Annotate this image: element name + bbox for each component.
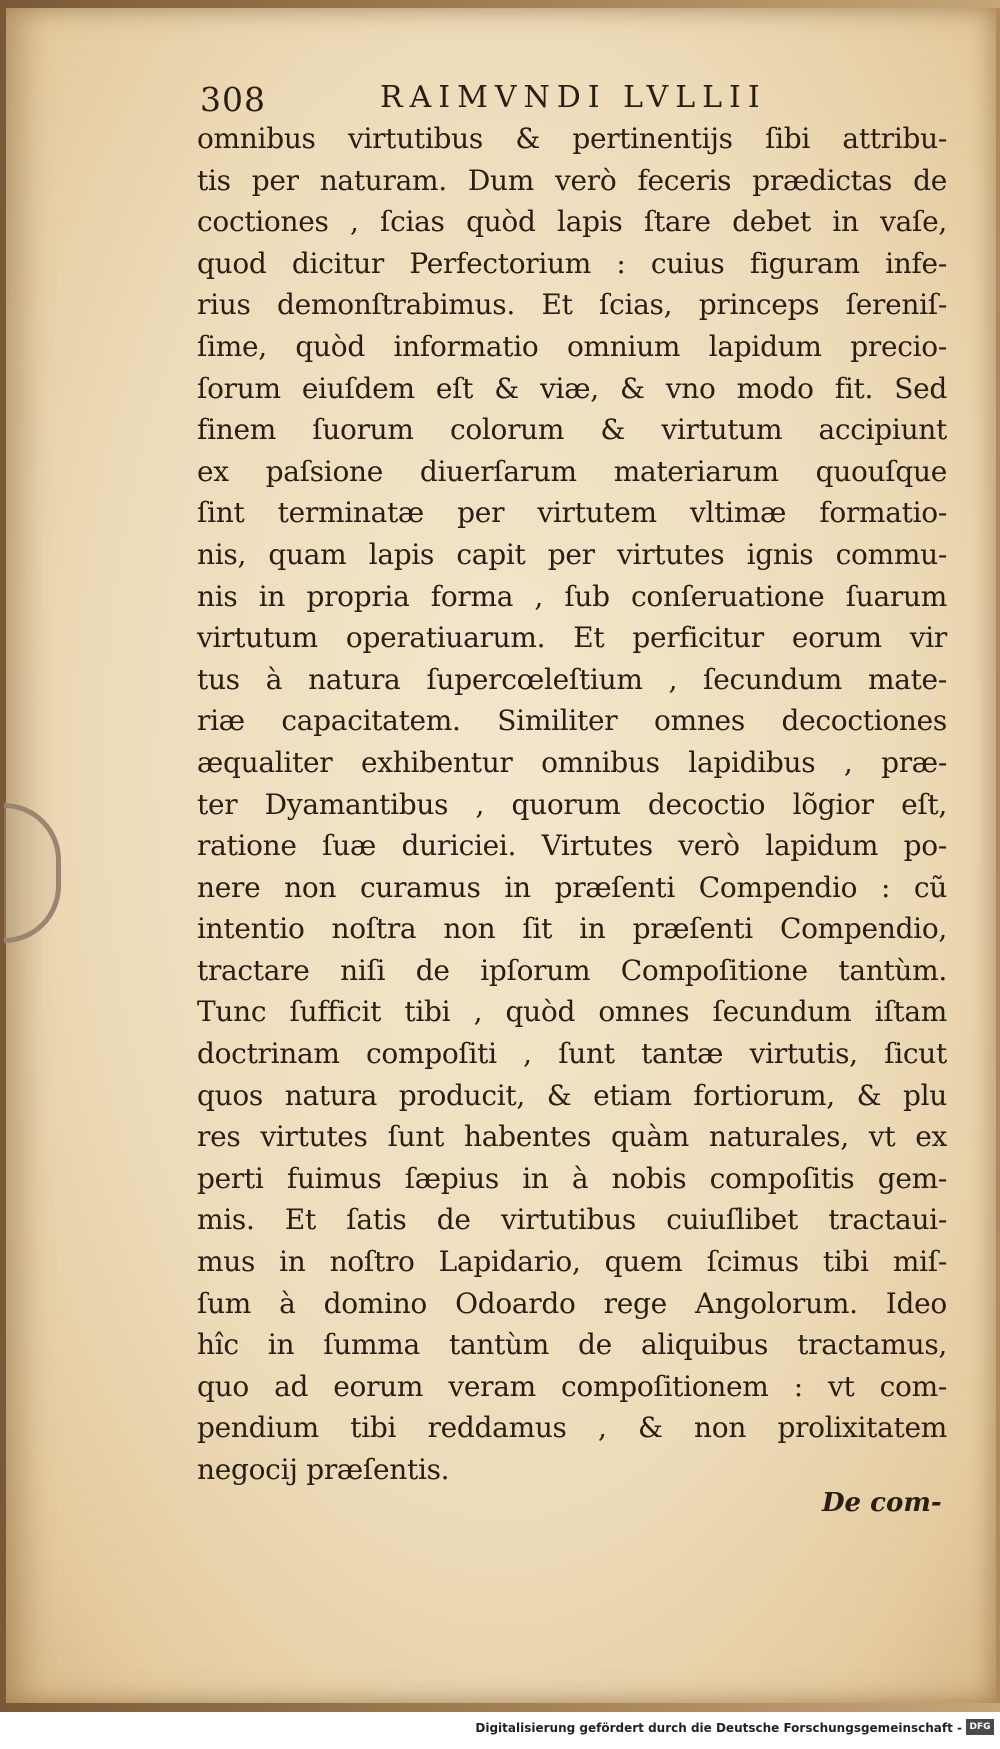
dfg-logo: DFG — [966, 1719, 994, 1735]
text-line: quod dicitur Perfectorium : cuius figuram infe- — [197, 246, 947, 280]
page-number: 308 — [200, 80, 266, 119]
text-line: hîc in ſumma tantùm de aliquibus tractamus, — [197, 1328, 947, 1362]
text-line: Tunc ſufficit tibi , quòd omnes ſecundum iſtam — [197, 995, 947, 1029]
text-line: perti fuimus ſæpius in à nobis compoſitis gem- — [197, 1161, 947, 1195]
text-line: negocij præſentis. — [197, 1453, 450, 1486]
running-head: RAIMVNDI LVLLII — [380, 80, 767, 115]
text-line: nis in propria forma , ſub conſeruatione ſuarum — [197, 579, 947, 613]
text-line: ſime, quòd informatio omnium lapidum precio- — [197, 329, 947, 363]
text-line: rius demonſtrabimus. Et ſcias, princeps ſereniſ- — [197, 288, 947, 322]
text-line: ſum à domino Odoardo rege Angolorum. Ideo — [197, 1286, 947, 1320]
page-header — [200, 80, 820, 120]
text-line: ter Dyamantibus , quorum decoctio lõgior eſt, — [197, 787, 947, 821]
text-line: omnibus virtutibus & pertinentijs ſibi attribu- — [197, 122, 947, 155]
text-line: coctiones , ſcias quòd lapis ſtare debet in vaſe, — [197, 205, 947, 239]
text-line: pendium tibi reddamus , & non prolixitatem — [197, 1411, 947, 1445]
catchword: De com- — [822, 1488, 942, 1518]
text-line: doctrinam compoſiti , ſunt tantæ virtutis, ſicut — [197, 1037, 947, 1071]
text-line: mus in noſtro Lapidario, quem ſcimus tibi miſ- — [197, 1245, 947, 1279]
text-line: ſorum eiuſdem eſt & viæ, & vno modo fit. Sed — [197, 371, 947, 405]
text-line: æqualiter exhibentur omnibus lapidibus , præ- — [197, 745, 947, 779]
text-line: mis. Et ſatis de virtutibus cuiuſlibet tractaui- — [197, 1203, 947, 1237]
text-line: quos natura producit, & etiam fortiorum, & plu — [197, 1078, 947, 1112]
text-line: ratione ſuæ duriciei. Virtutes verò lapidum po- — [197, 829, 947, 863]
text-line: riæ capacitatem. Similiter omnes decoctiones — [197, 704, 947, 738]
text-line: quo ad eorum veram compoſitionem : vt com- — [197, 1369, 947, 1403]
text-line: tus à natura ſupercœleſtium , ſecundum mate- — [197, 662, 947, 696]
text-line: intentio noſtra non ſit in præſenti Compendio, — [197, 912, 947, 946]
text-line: ſint terminatæ per virtutem vltimæ formatio- — [197, 496, 947, 530]
footer-bar — [0, 1712, 1000, 1749]
text-line: ex paſsione diuerſarum materiarum quouſque — [197, 454, 947, 488]
text-line: nis, quam lapis capit per virtutes ignis commu- — [197, 537, 947, 571]
footer-credit: Digitalisierung gefördert durch die Deutsche Forschungsgemeinschaft - — [475, 1721, 962, 1735]
body-text — [197, 118, 947, 1491]
page-clasp — [4, 803, 61, 943]
text-line: virtutum operatiuarum. Et perficitur eorum vir — [197, 621, 947, 655]
text-line: nere non curamus in præſenti Compendio : cũ — [197, 870, 947, 904]
text-line: tis per naturam. Dum verò feceris prædictas de — [197, 163, 947, 197]
text-line: finem ſuorum colorum & virtutum accipiunt — [197, 413, 947, 447]
text-line: res virtutes ſunt habentes quàm naturales, vt ex — [197, 1120, 947, 1154]
text-line: tractare niſi de ipſorum Compoſitione tantùm. — [197, 953, 947, 987]
